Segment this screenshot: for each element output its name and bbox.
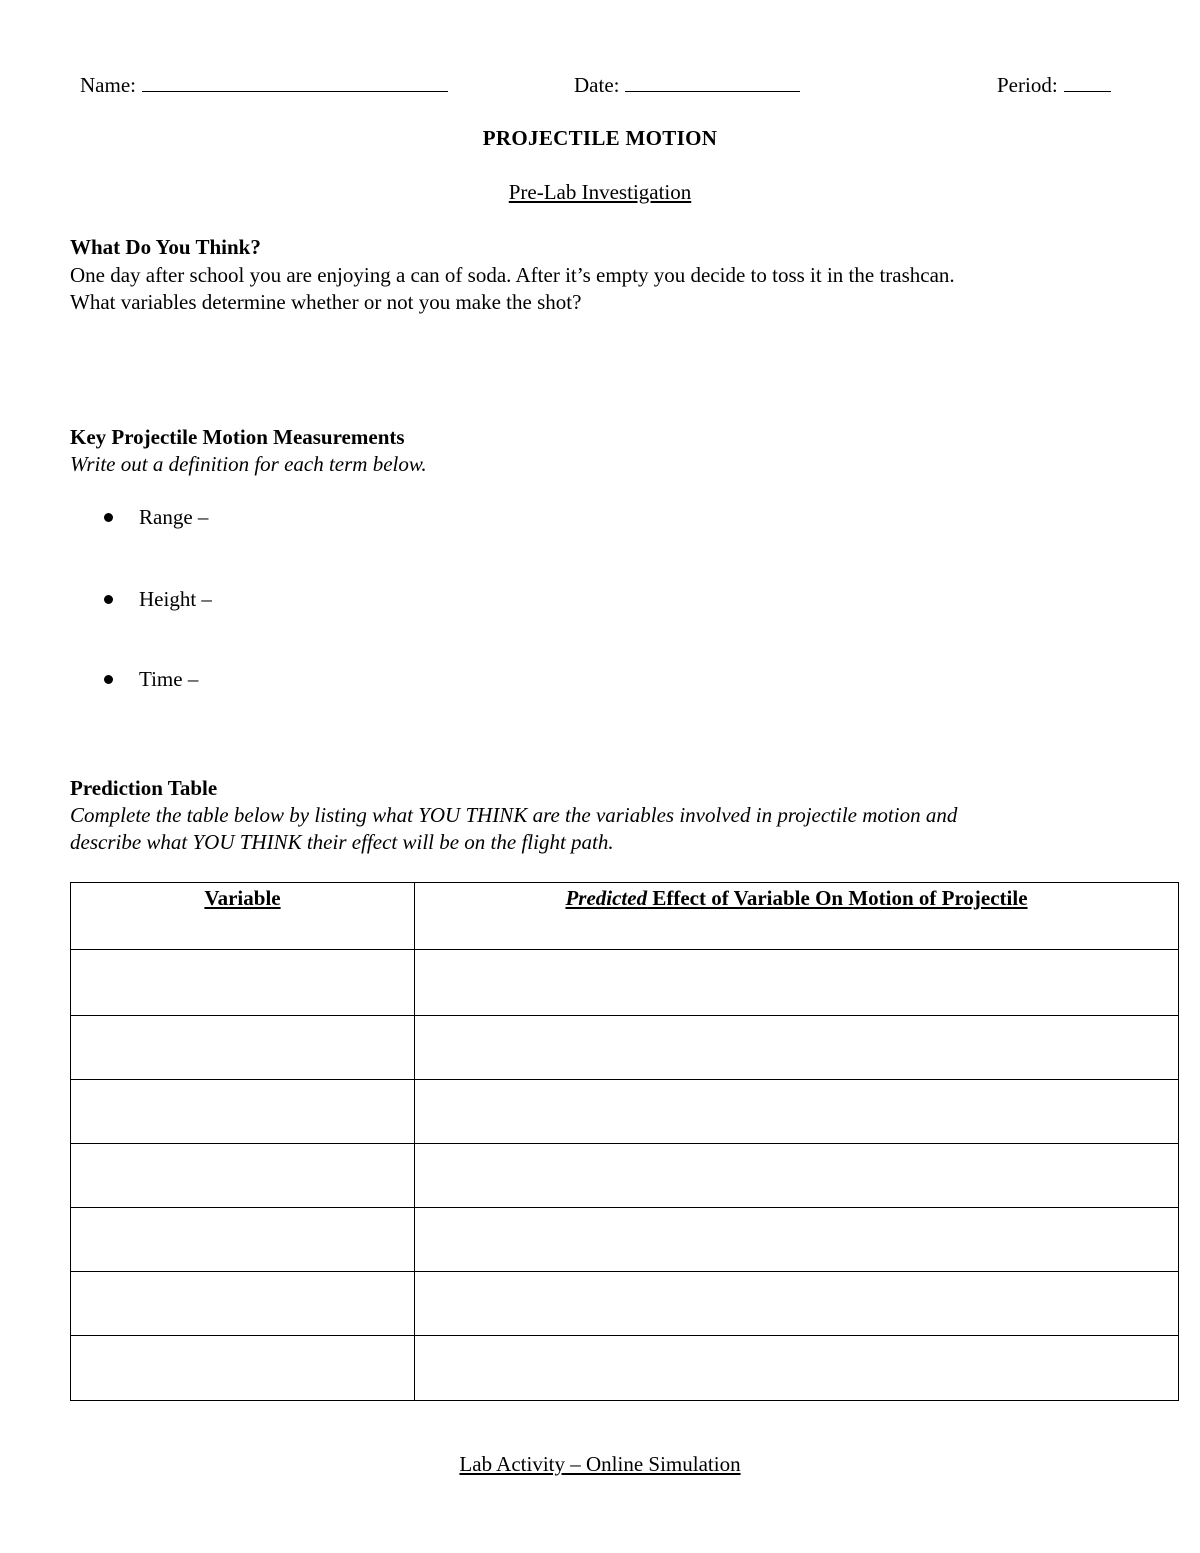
bullet-icon bbox=[104, 675, 113, 684]
effect-column-header bbox=[415, 883, 1179, 950]
predicted-emphasis: Predicted bbox=[565, 886, 648, 910]
lab-activity-heading: Lab Activity – Online Simulation bbox=[459, 1452, 741, 1476]
bullet-text-height: Height – bbox=[139, 587, 212, 611]
variable-cell[interactable] bbox=[71, 1208, 415, 1272]
variable-cell[interactable] bbox=[71, 950, 415, 1016]
effect-cell[interactable] bbox=[415, 1144, 1179, 1208]
variable-cell[interactable] bbox=[71, 1016, 415, 1080]
bullet-text-time: Time – bbox=[139, 667, 199, 691]
think-question bbox=[70, 262, 1150, 316]
name-field-group bbox=[80, 73, 448, 98]
variable-cell[interactable] bbox=[71, 1272, 415, 1336]
period-field-group bbox=[997, 73, 1111, 98]
measurements-heading: Key Projectile Motion Measurements bbox=[70, 425, 405, 449]
prediction-instruction-line-2: describe what YOU THINK their effect will be on the flight path. bbox=[70, 830, 614, 854]
table-row bbox=[71, 950, 1179, 1016]
table-row bbox=[71, 1016, 1179, 1080]
effect-cell[interactable] bbox=[415, 1336, 1179, 1401]
table-header-row bbox=[71, 883, 1179, 950]
effect-cell[interactable] bbox=[415, 950, 1179, 1016]
prediction-heading: Prediction Table bbox=[70, 776, 218, 800]
variable-header-text: Variable bbox=[204, 886, 281, 910]
page-title: PROJECTILE MOTION bbox=[482, 126, 718, 150]
table-row bbox=[71, 1208, 1179, 1272]
table-row bbox=[71, 1272, 1179, 1336]
date-field-group bbox=[574, 73, 800, 98]
date-label: Date: bbox=[574, 73, 620, 97]
effect-cell[interactable] bbox=[415, 1080, 1179, 1144]
variable-column-header bbox=[71, 883, 415, 950]
table-row bbox=[71, 1144, 1179, 1208]
page-subtitle: Pre-Lab Investigation bbox=[508, 180, 692, 204]
bullet-item-height bbox=[104, 587, 212, 612]
think-line-1: One day after school you are enjoying a can of soda. After it’s empty you decide to toss it in the trashcan. bbox=[70, 263, 955, 287]
variable-cell[interactable] bbox=[71, 1336, 415, 1401]
bullet-text-range: Range – bbox=[139, 505, 209, 529]
measurements-instruction: Write out a definition for each term below. bbox=[70, 452, 427, 476]
variable-cell[interactable] bbox=[71, 1080, 415, 1144]
bullet-icon bbox=[104, 513, 113, 522]
prediction-instruction bbox=[70, 802, 1150, 856]
period-label: Period: bbox=[997, 73, 1058, 97]
period-blank[interactable] bbox=[1064, 73, 1111, 92]
effect-header-text: Effect of Variable On Motion of Projectile bbox=[647, 886, 1028, 910]
effect-cell[interactable] bbox=[415, 1016, 1179, 1080]
think-line-2: What variables determine whether or not you make the shot? bbox=[70, 290, 582, 314]
effect-cell[interactable] bbox=[415, 1208, 1179, 1272]
think-heading: What Do You Think? bbox=[70, 235, 261, 259]
prediction-table bbox=[70, 882, 1179, 1401]
bullet-item-range bbox=[104, 505, 208, 530]
date-blank[interactable] bbox=[625, 73, 800, 92]
table-row bbox=[71, 1080, 1179, 1144]
effect-cell[interactable] bbox=[415, 1272, 1179, 1336]
bullet-icon bbox=[104, 595, 113, 604]
variable-cell[interactable] bbox=[71, 1144, 415, 1208]
table-row bbox=[71, 1336, 1179, 1401]
name-label: Name: bbox=[80, 73, 136, 97]
bullet-item-time bbox=[104, 667, 198, 692]
name-blank[interactable] bbox=[142, 73, 448, 92]
prediction-instruction-line-1: Complete the table below by listing what YOU THINK are the variables involved in projectile motion and bbox=[70, 803, 958, 827]
